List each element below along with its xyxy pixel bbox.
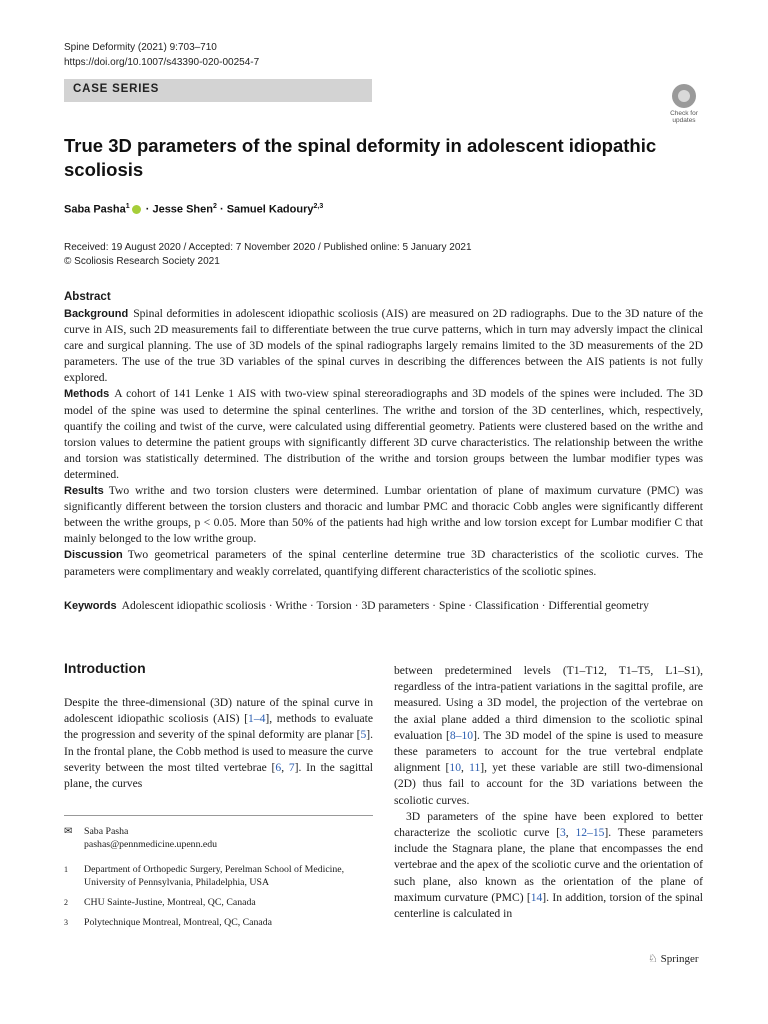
intro-column-right	[394, 663, 703, 922]
check-for-updates-icon	[672, 84, 696, 108]
citation-link[interactable]: 5	[360, 728, 367, 742]
introduction-heading: Introduction	[64, 660, 146, 676]
abstract-section-label: Background	[64, 308, 129, 320]
citation-link[interactable]: 8–10	[449, 728, 474, 742]
affiliation-text: Department of Orthopedic Surgery, Perelman School of Medicine, University of Pennsylvania, Philadelphia, USA	[84, 864, 345, 888]
keywords-label: Keywords	[64, 600, 117, 612]
abstract-results: Results Two writhe and two torsion clusters were determined. Lumbar orientation of plane of maximum curvature (PMC) was significantly different between the torsion clusters and thoracic and lumbar PMC and thoracic Cobb angles were significantly different between the writhe groups, p < 0.05. More than 50% of the patients had high writhe and low torsion except for Lumbar modifier C that mainly belonged to the low writhe group.	[64, 484, 703, 546]
corresponding-author-name: Saba Pasha	[84, 826, 129, 837]
affiliation-number: 2	[64, 898, 68, 907]
journal-header	[64, 40, 259, 70]
abstract-methods: Methods A cohort of 141 Lenke 1 AIS with two-view spinal stereoradiographs and 3D models of the spines were included. The 3D model of the spine was used to determine the spinal centerlines. The writhe and torsion of the 3D centerlines, which, respectively, quantify the coiling and twist of the curve, were calculated using differential geometry. Patients were clustered based on the writhe and torsion values to determine the patient groups with significantly different 3D curve characteristics. The relationship between the writhe and torsion was statistically determined. The distribution of the writhe and torsion groups between the lumbar modifier types was determined.	[64, 387, 703, 481]
article-title: True 3D parameters of the spinal deformity in adolescent idiopathic scoliosis	[64, 135, 657, 180]
intro-column-left	[64, 695, 373, 792]
journal-citation: Spine Deformity (2021) 9:703–710	[64, 42, 217, 53]
citation-link[interactable]: 7	[288, 760, 295, 774]
abstract-section-label: Methods	[64, 388, 110, 401]
citation-link[interactable]: 14	[530, 890, 543, 904]
affiliation-number: 3	[64, 918, 68, 927]
doi-link[interactable]: https://doi.org/10.1007/s43390-020-00254-7	[64, 57, 260, 68]
author-name[interactable]: Samuel Kadoury	[226, 203, 314, 216]
abstract-background: Background Spinal deformities in adolescent idiopathic scoliosis (AIS) are measured on 2D radiographs. Due to the 3D nature of the curve in AIS, such 2D measurements fail to differentiate between the true curve patterns, which in turn may adversly impact the clinical care and surgical planning. The use of 3D models of the spinal radiographs largely remains limited to the 3D measurements of the 2D parameters. The use of the true 3D variables of the spinal curves in describing the differences between the AIS patients is not fully explored.	[64, 307, 703, 385]
springer-horse-icon: ♘	[648, 953, 658, 965]
author-affiliation-marker: 1	[125, 203, 130, 210]
publication-dates	[64, 241, 472, 268]
intro-paragraph: between predetermined levels (T1–T12, T1–T5, L1–S1), regardless of the intra-patient variations in the sagittal profile, are measured. Using a 3D model, the projection of the vertebrae on the axial plane added a third dimension to the scoliotic spinal evaluation [8–10]. The 3D model of the spine is used to measure these parameters to account for the true vertebral endplate alignment [10, 11], yet these variable are still two-dimensional (2D) thus fail to account for the 3D variations between the scoliotic curves.	[394, 664, 703, 807]
publisher-name: Springer	[660, 953, 699, 965]
check-for-updates-label: Check for updates	[670, 110, 698, 124]
abstract-heading: Abstract	[64, 291, 111, 303]
citation-link[interactable]: 10	[449, 761, 462, 775]
abstract-discussion: Discussion Two geometrical parameters of the spinal centerline determine true 3D characteristics of the scoliotic curves. The parameters were complimentary and weakly correlated, quantifying different characteristics of the scoliotic spines.	[64, 548, 703, 578]
citation-link[interactable]: 3	[560, 826, 566, 840]
author-affiliation-marker: 2,3	[313, 203, 324, 210]
affiliation-text: Polytechnique Montreal, Montreal, QC, Canada	[84, 917, 273, 928]
check-for-updates-badge[interactable]	[664, 84, 704, 124]
publisher-logo	[648, 952, 699, 965]
citation-link[interactable]: 6	[275, 760, 282, 774]
orcid-icon[interactable]	[132, 205, 141, 214]
author-name[interactable]: Jesse Shen	[152, 203, 213, 216]
intro-paragraph: 3D parameters of the spine have been explored to better characterize the scoliotic curve [3, 12–15]. These parameters include the Stagnara plane, the plane that encompasses the end vertebrae and the apex of the scoliotic curve and the orientation of such plane, also known as the orientation of the plane of maximum curvature (PMC) [14]. In addition, torsion of the spinal centerline is calculated in	[394, 809, 703, 921]
history-dates: Received: 19 August 2020 / Accepted: 7 November 2020 / Published online: 5 January 2021	[64, 242, 472, 253]
footnote-divider	[64, 815, 373, 816]
article-type-banner	[64, 79, 372, 102]
citation-link[interactable]: 1–4	[248, 712, 266, 726]
author-list: Saba Pasha$^1$ · Jesse Shen$^2$ · Samuel Kadoury$^{2,3}$	[64, 203, 324, 216]
affiliation-number: 1	[64, 865, 68, 874]
author-affiliation-marker: 2	[213, 203, 217, 210]
keywords	[64, 598, 703, 614]
citation-link[interactable]: 11	[469, 761, 481, 775]
author-name[interactable]: Saba Pasha	[64, 203, 126, 216]
keywords-list: Adolescent idiopathic scoliosis · Writhe · Torsion · 3D parameters · Spine · Classification · Differential geometry	[121, 599, 649, 612]
abstract-section-label: Results	[64, 485, 104, 498]
abstract-body	[64, 306, 703, 580]
article-type-label: CASE SERIES	[73, 83, 160, 95]
envelope-icon: ✉	[64, 826, 73, 837]
intro-paragraph: Despite the three-dimensional (3D) nature of the spinal curve in adolescent idiopathic scoliosis (AIS) [1–4], methods to evaluate the progression and severity of the spinal deformity are planar [5]. In the frontal plane, the Cobb method is used to measure the curve severity between the most tilted vertebrae [6, 7]. In the sagittal plane, the curves	[64, 696, 373, 791]
corresponding-author-email[interactable]: pashas@pennmedicine.upenn.edu	[84, 839, 218, 850]
abstract-section-label: Discussion	[64, 549, 123, 562]
citation-link[interactable]: 12–15	[575, 826, 605, 840]
copyright: © Scoliosis Research Society 2021	[64, 255, 220, 267]
affiliation-text: CHU Sainte-Justine, Montreal, QC, Canada	[84, 897, 256, 908]
